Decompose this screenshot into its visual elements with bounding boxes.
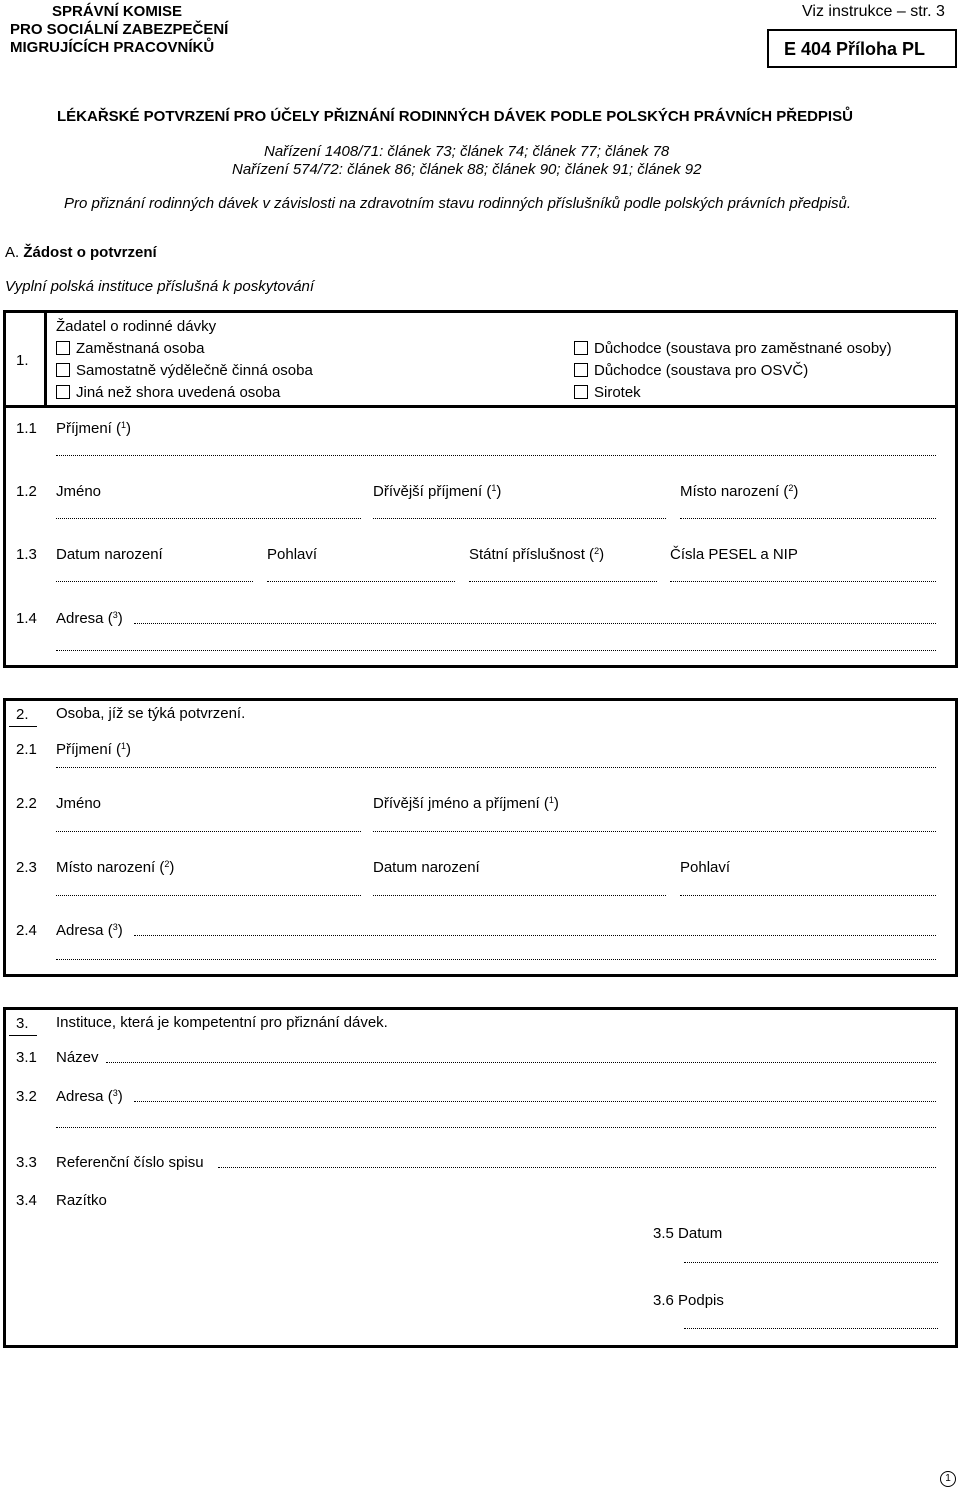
section-a-prefix: A. [5, 244, 20, 261]
field-2-3-label-c: Pohlaví [680, 859, 731, 876]
field-2-3-label-a: Místo narození ($^2$) [56, 859, 175, 876]
field-2-3-input-c[interactable] [680, 895, 936, 896]
option-pensioner-self-employed[interactable]: Důchodce (soustava pro OSVČ) [574, 362, 808, 379]
section-a-heading [5, 244, 157, 261]
section-3-box [3, 1007, 958, 1348]
field-3-1-label: Název [56, 1049, 99, 1066]
option-employed[interactable]: Zaměstnaná osoba [56, 340, 204, 357]
regulation-1408: Nařízení 1408/71: článek 73; článek 74; článek 77; článek 78 [264, 143, 670, 160]
field-1-2-label-c: Místo narození ($^2$) [680, 483, 799, 500]
option-self-employed[interactable]: Samostatně výdělečně činná osoba [56, 362, 313, 379]
section-a-title: Žádost o potvrzení [23, 244, 157, 261]
field-3-2-input-line2[interactable] [56, 1127, 936, 1128]
field-1-1-input[interactable] [56, 455, 936, 456]
field-1-2-input-b[interactable] [373, 518, 666, 519]
section-1-number: 1. [16, 352, 29, 369]
checkbox[interactable] [56, 341, 70, 355]
field-2-3-number: 2.3 [16, 859, 37, 876]
checkbox[interactable] [56, 363, 70, 377]
section-2-number-underline [9, 726, 37, 727]
field-2-3-label-b: Datum narození [373, 859, 480, 876]
field-1-3-label-c: Státní příslušnost ($^2$) [469, 546, 605, 563]
field-1-2-input-c[interactable] [680, 518, 936, 519]
field-3-6-input[interactable] [684, 1328, 938, 1329]
field-2-4-number: 2.4 [16, 922, 37, 939]
field-1-1-number: 1.1 [16, 420, 37, 437]
field-1-3-input-b[interactable] [267, 581, 455, 582]
field-1-2-label-a: Jméno [56, 483, 102, 500]
field-2-1-input[interactable] [56, 767, 936, 768]
field-3-1-number: 3.1 [16, 1049, 37, 1066]
checkbox[interactable] [574, 363, 588, 377]
field-3-2-input-line1[interactable] [134, 1101, 936, 1102]
org-line-2: PRO SOCIÁLNÍ ZABEZPEČENÍ [10, 21, 229, 38]
field-2-4-input-line2[interactable] [56, 959, 936, 960]
checkbox[interactable] [56, 385, 70, 399]
field-3-3-number: 3.3 [16, 1154, 37, 1171]
page-title: LÉKAŘSKÉ POTVRZENÍ PRO ÚČELY PŘIZNÁNÍ RODINNÝCH DÁVEK PODLE POLSKÝCH PRÁVNÍCH PŘEDPISŮ [57, 108, 853, 125]
field-3-2-label: Adresa ($^3$) [56, 1088, 123, 1105]
form-code-box [767, 29, 957, 68]
field-3-4-number: 3.4 [16, 1192, 37, 1209]
field-1-3-input-c[interactable] [469, 581, 657, 582]
field-2-1-label: Příjmení ($^1$) [56, 741, 132, 758]
field-1-3-label-d: Čísla PESEL a NIP [670, 546, 798, 563]
field-2-4-label: Adresa ($^3$) [56, 922, 123, 939]
org-line-1: SPRÁVNÍ KOMISE [52, 3, 183, 20]
field-3-4-label: Razítko [56, 1192, 107, 1209]
field-2-2-label-b: Dřívější jméno a příjmení ($^1$) [373, 795, 559, 812]
section-2-title: Osoba, jíž se týká potvrzení. [56, 705, 246, 722]
field-2-3-input-a[interactable] [56, 895, 361, 896]
field-3-3-label: Referenční číslo spisu [56, 1154, 204, 1171]
field-1-3-label-b: Pohlaví [267, 546, 318, 563]
form-code: E 404 Příloha PL [784, 39, 926, 59]
field-1-3-input-a[interactable] [56, 581, 253, 582]
field-3-5-input[interactable] [684, 1262, 938, 1263]
regulation-574: Nařízení 574/72: článek 86; článek 88; článek 90; článek 91; článek 92 [232, 161, 702, 178]
field-1-3-input-d[interactable] [670, 581, 936, 582]
instructions-reference: Viz instrukce – str. 3 [802, 3, 945, 20]
section-1-title: Žadatel o rodinné dávky [56, 318, 217, 335]
field-1-4-number: 1.4 [16, 610, 37, 627]
purpose-text: Pro přiznání rodinných dávek v závislosti na zdravotním stavu rodinných příslušníků podle polských právních předpisů. [64, 195, 852, 212]
option-orphan[interactable]: Sirotek [574, 384, 641, 401]
field-3-1-input[interactable] [106, 1062, 936, 1063]
field-2-2-input-b[interactable] [373, 831, 936, 832]
checkbox[interactable] [574, 341, 588, 355]
field-3-5-label: 3.5 Datum [653, 1225, 723, 1242]
section-2-number: 2. [16, 706, 29, 723]
option-other[interactable]: Jiná než shora uvedená osoba [56, 384, 280, 401]
option-pensioner-employed[interactable]: Důchodce (soustava pro zaměstnané osoby) [574, 340, 892, 357]
field-2-4-input-line1[interactable] [134, 935, 936, 936]
field-2-3-input-b[interactable] [373, 895, 666, 896]
section-3-number-underline [9, 1035, 37, 1036]
checkbox[interactable] [574, 385, 588, 399]
field-1-4-label: Adresa ($^3$) [56, 610, 123, 627]
page-number: 1 [940, 1471, 956, 1487]
field-1-4-input-line2[interactable] [56, 650, 936, 651]
section-3-number: 3. [16, 1015, 29, 1032]
field-3-6-label: 3.6 Podpis [653, 1292, 724, 1309]
field-1-4-input-line1[interactable] [134, 623, 936, 624]
section-a-subheading: Vyplní polská instituce příslušná k poskytování [5, 278, 315, 295]
field-1-2-label-b: Dřívější příjmení ($^1$) [373, 483, 502, 500]
field-2-1-number: 2.1 [16, 741, 37, 758]
field-3-3-input[interactable] [218, 1167, 936, 1168]
field-1-2-input-a[interactable] [56, 518, 361, 519]
section-3-title: Instituce, která je kompetentní pro přiznání dávek. [56, 1014, 388, 1031]
org-line-3: MIGRUJÍCÍCH PRACOVNÍKŮ [10, 39, 215, 56]
section-1-num-divider [44, 310, 47, 405]
field-1-1-label: Příjmení ($^1$) [56, 420, 132, 437]
field-3-2-number: 3.2 [16, 1088, 37, 1105]
field-1-3-label-a: Datum narození [56, 546, 163, 563]
field-2-2-input-a[interactable] [56, 831, 361, 832]
field-2-2-number: 2.2 [16, 795, 37, 812]
field-1-3-number: 1.3 [16, 546, 37, 563]
field-2-2-label-a: Jméno [56, 795, 102, 812]
field-1-2-number: 1.2 [16, 483, 37, 500]
section-1-divider [3, 405, 958, 408]
